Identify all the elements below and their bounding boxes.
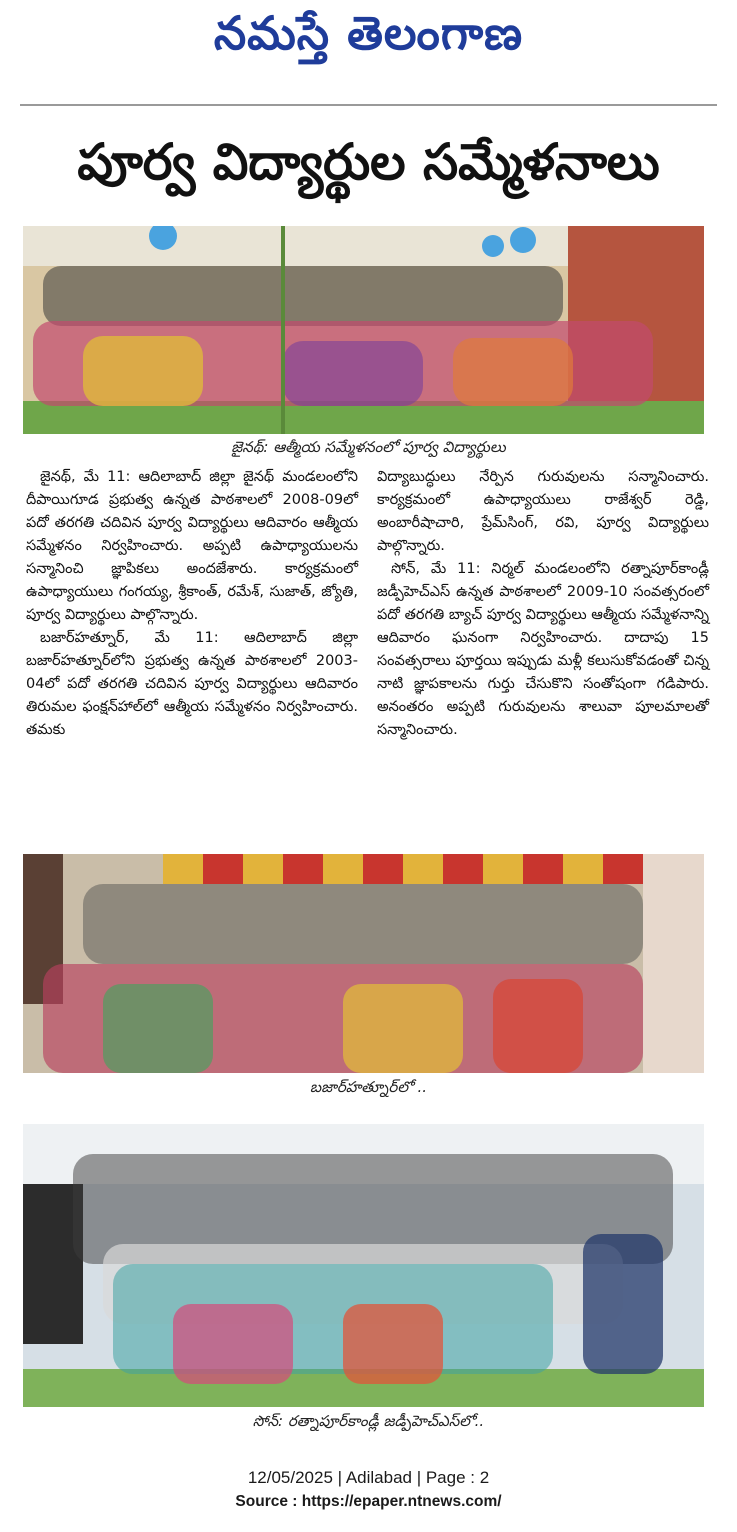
photo-caption-jainath: జైనథ్: ఆత్మీయ సమ్మేళనంలో పూర్వ విద్యార్థులు	[231, 438, 506, 456]
group-photo-bazarhatnoor	[23, 854, 704, 1073]
article-headline: పూర్వ విద్యార్థుల సమ్మేళనాలు	[77, 133, 660, 191]
article-paragraph-bazarhatnoor-cont: విద్యాబుద్ధులు నేర్పిన గురువులను సన్మానించారు. కార్యక్రమంలో ఉపాధ్యాయులు రాజేశ్వర్ రెడ్డి, అంబారీషాచారి, ప్రేమ్‌సింగ్, రవి, పూర్వ విద్యార్థులు పాల్గొన్నారు.	[377, 469, 709, 554]
newspaper-logo: నమస్తే తెలంగాణ	[213, 6, 524, 60]
article-column-right	[377, 466, 709, 742]
article-paragraph-jainath: జైనథ్, మే 11: ఆదిలాబాద్ జిల్లా జైనథ్ మండలంలోని దీపాయిగూడ ప్రభుత్వ ఉన్నత పాఠశాలలో 2008-09లో పదో తరగతి చదివిన పూర్వ విద్యార్థులు ఆదివారం ఆత్మీయ సమ్మేళనం నిర్వహించారు. అప్పటి ఉపాధ్యాయులను సన్మానించి జ్ఞాపికలు అందజేశారు. కార్యక్రమంలో ఉపాధ్యాయులు గంగయ్య, శ్రీకాంత్, రమేశ్, సుజాత్, జ్యోతి, పూర్వ విద్యార్థులు పాల్గొన్నారు.	[26, 469, 358, 623]
article-paragraph-sone: సోన్, మే 11: నిర్మల్ మండలంలోని రత్నాపూర్‌కాండ్లీ జడ్పీహెచ్‌ఎస్ ఉన్నత పాఠశాలలో 2009-10 సంవత్సరంలో పదో తరగతి బ్యాచ్ పూర్వ విద్యార్థులు ఆత్మీయ సమ్మేళనాన్ని ఆదివారం ఘనంగా నిర్వహించారు. దాదాపు 15 సంవత్సరాలు పూర్తయి ఇప్పుడు మళ్లీ కలుసుకోవడంతో చిన్న నాటి జ్ఞాపకాలను గుర్తు చేసుకొని సంతోషంగా గడిపారు. అనంతరం అప్పటి గురువులను శాలువా పూలమాలతో సన్మానించారు.	[377, 561, 709, 738]
group-photo-sone	[23, 1124, 704, 1407]
article-column-left	[26, 466, 358, 742]
masthead-divider	[20, 104, 717, 106]
group-photo-jainath	[23, 226, 704, 434]
photo-caption-sone: సోన్: రత్నాపూర్‌కాండ్లీ జడ్పీహెచ్‌ఎస్‌లో..	[252, 1412, 485, 1430]
footer-source: Source : https://epaper.ntnews.com/	[235, 1493, 502, 1510]
masthead	[0, 0, 737, 78]
group-photo-bazarhatnoor-image	[23, 854, 704, 1073]
article-paragraph-bazarhatnoor: బజార్‌హత్నూర్, మే 11: ఆదిలాబాద్ జిల్లా బజార్‌హత్నూర్‌లోని ప్రభుత్వ ఉన్నత పాఠశాలలో 2003-04లో పదో తరగతి చదివిన పూర్వ విద్యార్థులు ఆదివారం తిరుమల ఫంక్షన్‌హాల్‌లో ఆత్మీయ సమ్మేళనం నిర్వహించారు. తమకు	[26, 630, 358, 738]
footer-edition-info: 12/05/2025 | Adilabad | Page : 2	[247, 1468, 490, 1487]
group-photo-jainath-image	[23, 226, 704, 434]
group-photo-sone-image	[23, 1124, 704, 1407]
photo-caption-bazarhatnoor: బజార్‌హత్నూర్‌లో ..	[309, 1078, 428, 1096]
